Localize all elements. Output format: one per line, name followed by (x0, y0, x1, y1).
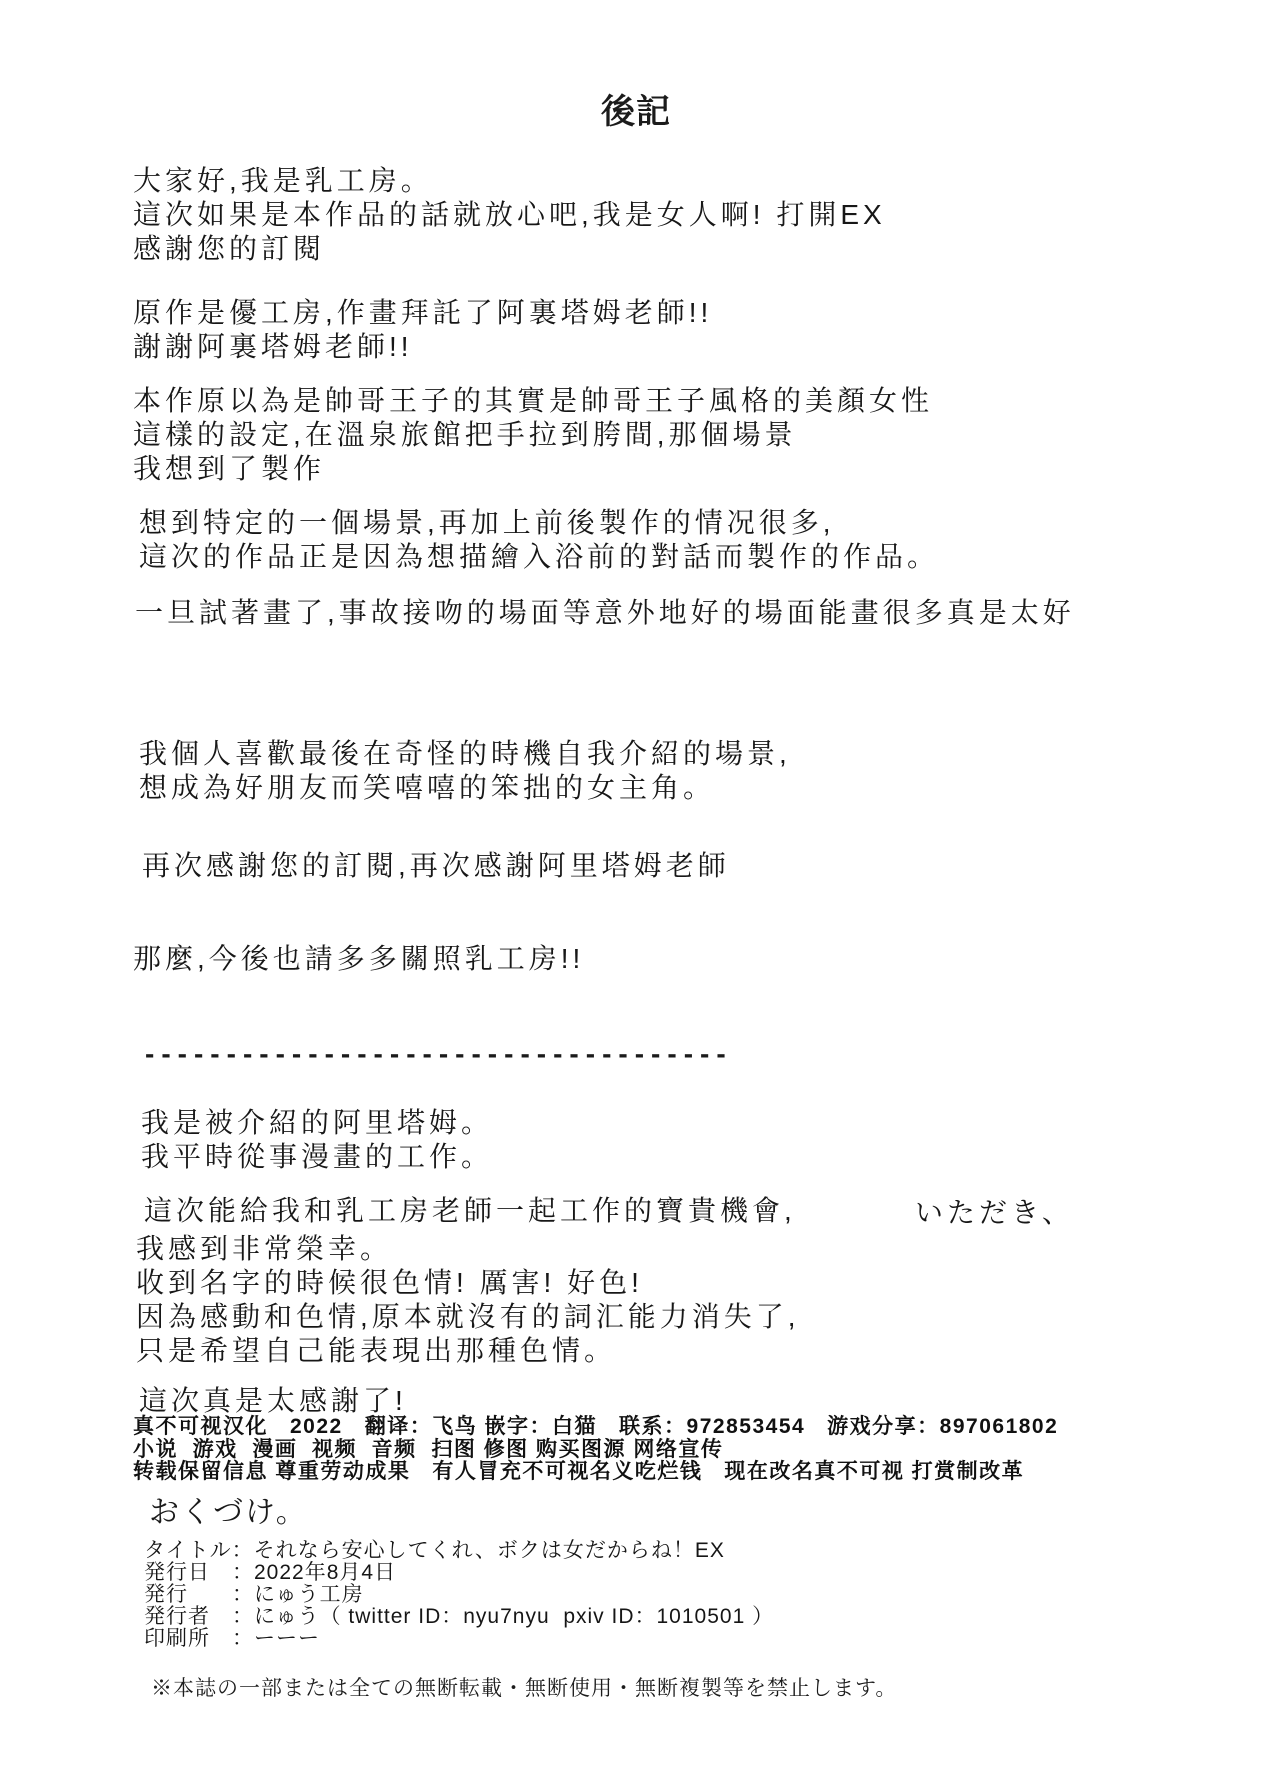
colophon-row-publish-date: 発行日 ：2022年8月4日 (144, 1561, 397, 1584)
paragraph-collab (144, 1194, 796, 1228)
okuzuke-heading: おくづけ。 (149, 1496, 308, 1529)
leftover-japanese-text: いただき、 (915, 1197, 1074, 1228)
text-line: 一旦試著畫了,事故接吻的場面等意外地好的場面能畫很多真是太好 (135, 597, 1075, 628)
dashed-divider: ------------------------------------ (145, 1038, 733, 1069)
paragraph-closing (133, 942, 584, 976)
text-line: 收到名字的時候很色情! 厲害! 好色! (136, 1267, 643, 1298)
text-line: 我是被介紹的阿里塔姆。 (141, 1107, 494, 1138)
colophon-row-printer: 印刷所 ：ーーー (144, 1627, 320, 1650)
text-line: 那麼,今後也請多多關照乳工房!! (133, 943, 585, 974)
paragraph-kiss-scene (135, 596, 1075, 630)
paragraph-artist-comment (136, 1232, 800, 1368)
paragraph-artist-intro (141, 1106, 493, 1174)
paragraph-concept (133, 384, 933, 486)
text-line: 我個人喜歡最後在奇怪的時機自我介紹的場景, (139, 738, 791, 769)
text-line: 因為感動和色情,原本就沒有的詞汇能力消失了, (136, 1301, 800, 1332)
text-line: 這次真是太感謝了! (139, 1385, 407, 1416)
text-line: 這次能給我和乳工房老師一起工作的寶貴機會, (144, 1195, 796, 1226)
paragraph-artist-thanks-final (139, 1384, 407, 1418)
text-line: 我感到非常榮幸。 (136, 1233, 393, 1264)
credits-line: 转载保留信息 尊重劳动成果 有人冒充不可视名义吃烂钱 现在改名真不可视 打赏制改革 (133, 1460, 1025, 1483)
text-line: 再次感謝您的訂閱,再次感謝阿里塔姆老師 (142, 850, 730, 881)
text-line: 我想到了製作 (133, 453, 326, 484)
text-line: 我平時從事漫畫的工作。 (141, 1141, 494, 1172)
paragraph-scene-idea (139, 506, 939, 574)
colophon-row-author: 発行者 ：にゅう（ twitter ID：nyu7nyu pxiv ID：1010501 ） (144, 1605, 775, 1628)
text-line: 這次如果是本作品的話就放心吧,我是女人啊! 打開EX (133, 199, 886, 230)
paragraph-thanks-again (142, 849, 730, 883)
credits-line: 真不可视汉化 2022 翻译：飞鸟 嵌字：白猫 联系：972853454 游戏分享：897061802 (133, 1415, 1059, 1438)
reproduction-notice: ※本誌の一部または全ての無断転載・無断使用・無断複製等を禁止します。 (151, 1677, 898, 1700)
page-title: 後記 (601, 93, 671, 131)
colophon (144, 1540, 774, 1650)
text-line: 謝謝阿裏塔姆老師!! (133, 331, 413, 362)
paragraph-favorite-scene (139, 737, 791, 805)
text-line: 本作原以為是帥哥王子的其實是帥哥王子風格的美顏女性 (133, 385, 934, 416)
paragraph-intro (133, 164, 886, 266)
text-line: 只是希望自己能表現出那種色情。 (136, 1335, 617, 1366)
text-line: 這次的作品正是因為想描繪入浴前的對話而製作的作品。 (139, 541, 940, 572)
text-line: 這樣的設定,在溫泉旅館把手拉到胯間,那個場景 (133, 419, 797, 450)
text-line: 想到特定的一個場景,再加上前後製作的情况很多, (139, 507, 835, 538)
credits-line: 小说 游戏 漫画 视频 音频 扫图 修图 购买图源 网络宣传 (133, 1437, 724, 1461)
text-line: 想成為好朋友而笑嘻嘻的笨拙的女主角。 (139, 772, 716, 803)
text-line: 大家好,我是乳工房。 (133, 165, 433, 196)
text-line: 感謝您的訂閱 (133, 233, 326, 264)
paragraph-artist-thanks (133, 296, 712, 364)
text-line: 原作是優工房,作畫拜託了阿裏塔姆老師!! (133, 297, 713, 328)
colophon-row-title: タイトル：それなら安心してくれ、ボクは女だからね！EX (144, 1539, 725, 1562)
translator-credits (133, 1416, 1058, 1484)
colophon-row-publisher: 発行 ：にゅう工房 (144, 1583, 364, 1606)
